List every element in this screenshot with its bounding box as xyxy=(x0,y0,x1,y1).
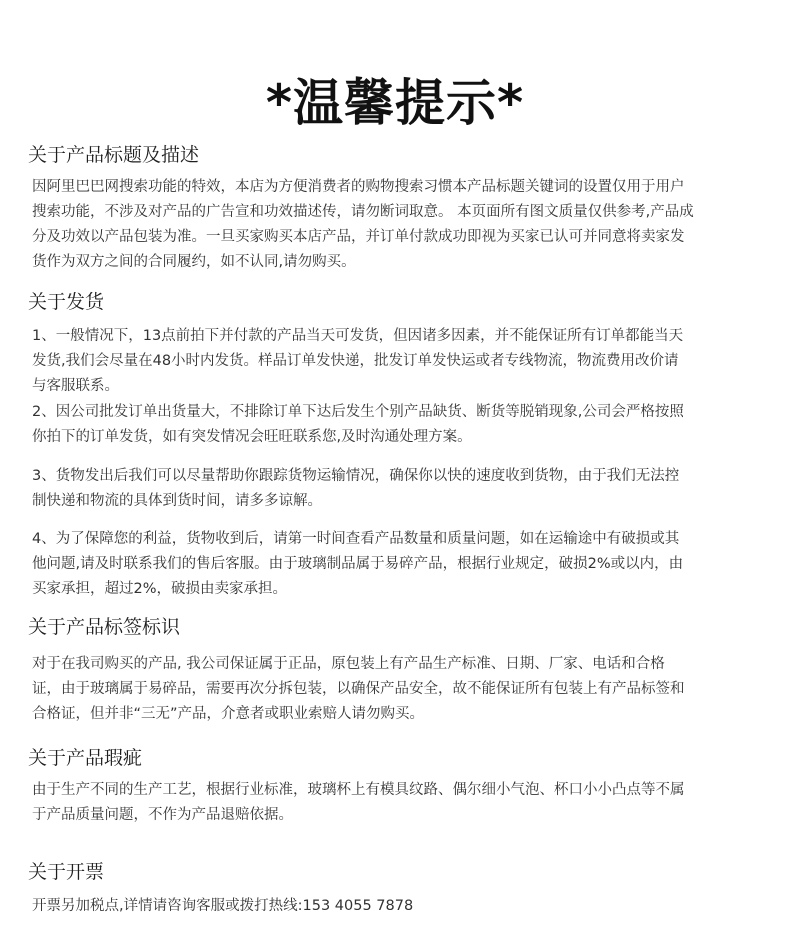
text-line: 对于在我司购买的产品, 我公司保证属于正品，原包装上有产品生产标准、日期、厂家、电话和合格 xyxy=(32,656,665,672)
text-line: 1、一般情况下，13点前拍下并付款的产品当天可发货，但因诸多因素，并不能保证所有订单都能当天 xyxy=(32,328,684,344)
text-line: 你拍下的订单发货，如有突发情况会旺旺联系您,及时沟通处理方案。 xyxy=(32,429,472,445)
paragraph-product-label xyxy=(32,652,764,727)
text-line: 买家承担，超过2%，破损由卖家承担。 xyxy=(32,581,288,597)
section-heading-product-label: 关于产品标签标识 xyxy=(28,616,181,638)
text-line: 3、货物发出后我们可以尽量帮助你跟踪货物运输情况，确保你以快的速度收到货物，由于我们无法控 xyxy=(32,468,680,484)
section-heading-invoice: 关于开票 xyxy=(28,861,105,883)
paragraph-shipping-1 xyxy=(32,324,764,399)
text-line: 4、为了保障您的利益，货物收到后，请第一时间查看产品数量和质量问题，如在运输途中有破损或其 xyxy=(32,531,680,547)
paragraph-invoice xyxy=(32,894,764,919)
section-heading-product-defects: 关于产品瑕疵 xyxy=(28,747,143,769)
paragraph-product-defects xyxy=(32,778,764,828)
text-line: 搜索功能，不涉及对产品的广告宣和功效描述传，请勿断词取意。 本页面所有图文质量仅供参考,产品成 xyxy=(32,204,694,220)
text-line: 货作为双方之间的合同履约，如不认同,请勿购买。 xyxy=(32,254,356,270)
text-line: 制快递和物流的具体到货时间，请多多谅解。 xyxy=(32,493,322,509)
text-line: 发货,我们会尽量在48小时内发货。样品订单发快递，批发订单发快运或者专线物流，物流费用改价请 xyxy=(32,353,679,369)
page-title: *温馨提示* xyxy=(265,74,525,132)
text-line: 他问题,请及时联系我们的售后客服。由于玻璃制品属于易碎产品，根据行业规定，破损2%或以内，由 xyxy=(32,556,684,572)
text-line: 合格证，但并非“三无”产品，介意者或职业索赔人请勿购买。 xyxy=(32,706,425,722)
text-line: 于产品质量问题，不作为产品退赔依据。 xyxy=(32,807,293,823)
paragraph-product-title-description xyxy=(32,175,764,275)
text-line: 2、因公司批发订单出货量大，不排除订单下达后发生个别产品缺货、断货等脱销现象,公司会严格按照 xyxy=(32,404,684,420)
paragraph-shipping-2 xyxy=(32,400,764,450)
text-line: 由于生产不同的生产工艺，根据行业标准，玻璃杯上有模具纹路、偶尔细小气泡、杯口小小凸点等不属 xyxy=(32,782,685,798)
paragraph-shipping-3 xyxy=(32,464,764,514)
text-line: 开票另加税点,详情请咨询客服或拨打热线:153 4055 7878 xyxy=(32,898,414,914)
section-heading-shipping: 关于发货 xyxy=(28,291,105,313)
paragraph-shipping-4 xyxy=(32,527,764,602)
section-heading-product-title: 关于产品标题及描述 xyxy=(28,144,200,166)
text-line: 与客服联系。 xyxy=(32,378,119,394)
text-line: 因阿里巴巴网搜索功能的特效，本店为方便消费者的购物搜索习惯本产品标题关键词的设置仅用于用户 xyxy=(32,179,685,195)
text-line: 分及功效以产品包装为准。一旦买家购买本店产品，并订单付款成功即视为买家已认可并同意将卖家发 xyxy=(32,229,685,245)
text-line: 证，由于玻璃属于易碎品，需要再次分拆包装，以确保产品安全，故不能保证所有包装上有产品标签和 xyxy=(32,681,685,697)
